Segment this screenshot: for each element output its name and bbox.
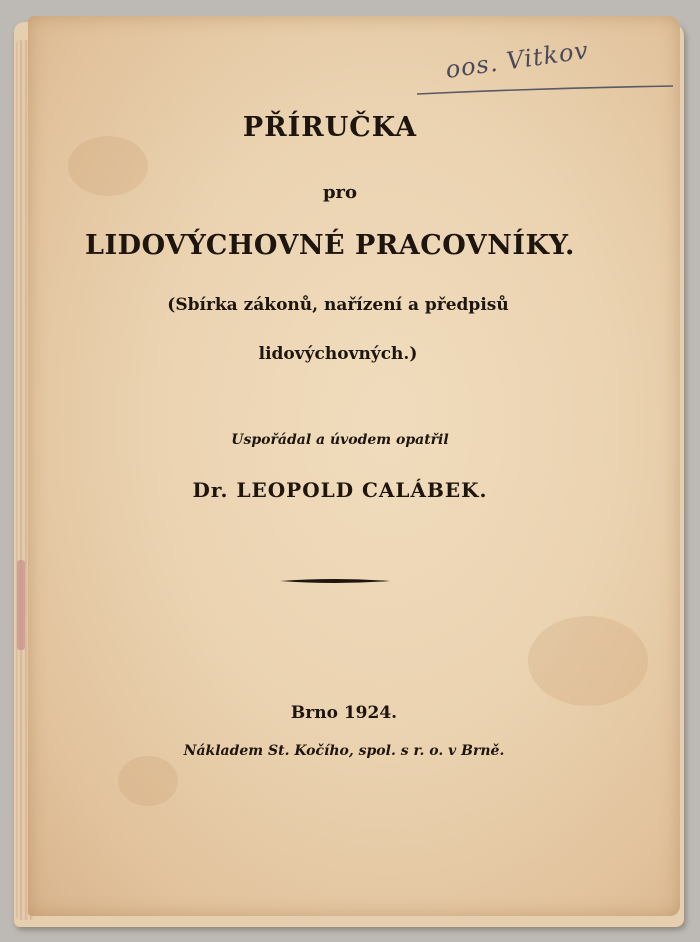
editor-line: Uspořádal a úvodem opatřil xyxy=(231,432,449,448)
place-year: Brno 1924. xyxy=(290,703,398,723)
divider-ornament xyxy=(280,576,390,586)
book-cover xyxy=(28,16,680,916)
book-subtitle: LIDOVÝCHOVNÉ PRACOVNÍKY. xyxy=(85,230,575,261)
stain xyxy=(118,756,178,806)
handwritten-note: oos. Vitkov xyxy=(443,36,591,84)
description-line-1: (Sbírka zákonů, nařízení a předpisů xyxy=(167,295,509,315)
author-name: Dr. LEOPOLD CALÁBEK. xyxy=(192,478,488,502)
pencil-underline xyxy=(415,84,675,98)
publisher-line: Nákladem St. Kočího, spol. s r. o. v Brně. xyxy=(183,743,505,759)
title-preposition: pro xyxy=(322,182,358,203)
book-title: PŘÍRUČKA xyxy=(242,112,418,143)
stain xyxy=(528,616,648,706)
binding-red-mark xyxy=(17,560,25,650)
description-line-2: lidovýchovných.) xyxy=(258,344,418,364)
